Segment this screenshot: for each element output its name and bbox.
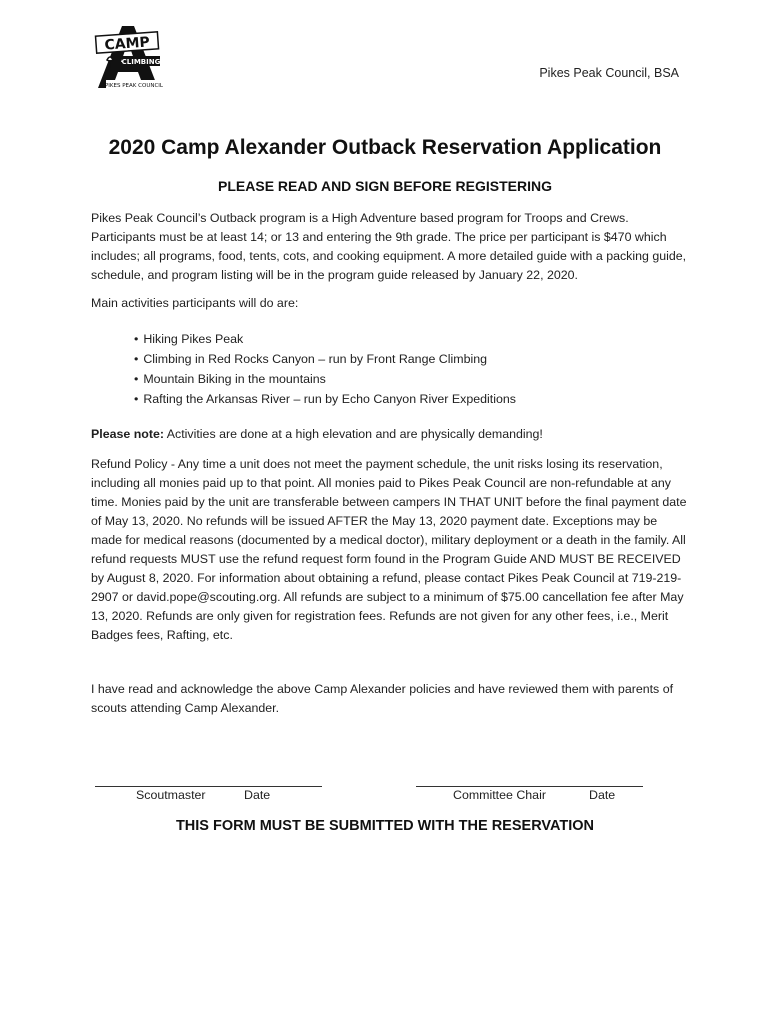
scoutmaster-label: Scoutmaster bbox=[136, 788, 206, 802]
logo-camp-text: CAMP bbox=[103, 34, 151, 54]
list-item: • Hiking Pikes Peak bbox=[134, 329, 516, 349]
list-item: • Rafting the Arkansas River – run by Echo Canyon River Expeditions bbox=[134, 389, 516, 409]
note-label: Please note: bbox=[91, 427, 164, 441]
camp-alexander-logo bbox=[92, 20, 164, 92]
list-item: • Mountain Biking in the mountains bbox=[134, 369, 516, 389]
committee-chair-signature-line[interactable] bbox=[416, 786, 643, 787]
acknowledgement-paragraph: I have read and acknowledge the above Camp Alexander policies and have reviewed them with parents of scouts attending Camp Alexander. bbox=[91, 682, 674, 715]
submission-notice: THIS FORM MUST BE SUBMITTED WITH THE RESERVATION bbox=[175, 818, 595, 834]
activities-lead: Main activities participants will do are: bbox=[91, 296, 299, 310]
scoutmaster-date-label: Date bbox=[244, 788, 271, 802]
page-subtitle: PLEASE READ AND SIGN BEFORE REGISTERING bbox=[218, 178, 552, 194]
logo-graphic bbox=[92, 20, 164, 92]
committee-chair-date-label: Date bbox=[589, 788, 616, 802]
intro-paragraph: Pikes Peak Council’s Outback program is a High Adventure based program for Troops and Crews. Participants must be at least 14; or 13 and entering the 9th grade. The price per participant is $470 which includes; all programs, food, tents, cots, and cooking equipment. A more detailed guide with a packing guide, schedule, and program listing will be in the program guide released by January 22, 2020. bbox=[91, 211, 687, 282]
committee-chair-label: Committee Chair bbox=[453, 788, 546, 802]
refund-policy-paragraph: Refund Policy - Any time a unit does not meet the payment schedule, the unit risks losing its reservation, including all monies paid up to that point. All monies paid to Pikes Peak Council are non-refundable at any time. Monies paid by the unit are transferable between campers IN THAT UNIT before the final payment date of May 13, 2020. No refunds will be issued AFTER the May 13, 2020 payment date. Exceptions may be made for medical reasons (documented by a medical doctor), military deployment or a death in the family. All refund requests MUST use the refund request form found in the Program Guide AND MUST BE RECEIVED by August 8, 2020. For information about obtaining a refund, please contact Pikes Peak Council at 719-219-2907 or david.pope@scouting.org. All refunds are subject to a minimum of $75.00 cancellation fee after May 13, 2020. Refunds are only given for registration fees. Refunds are not given for any other fees, i.e., Merit Badges fees, Rafting, etc. bbox=[91, 457, 687, 642]
list-item: • Climbing in Red Rocks Canyon – run by Front Range Climbing bbox=[134, 349, 516, 369]
scoutmaster-signature-line[interactable] bbox=[95, 786, 322, 787]
council-name: Pikes Peak Council, BSA bbox=[539, 66, 679, 80]
logo-council-text: PIKES PEAK COUNCIL bbox=[104, 83, 164, 89]
logo-climbing-text: CLIMBING bbox=[121, 58, 161, 66]
note-paragraph bbox=[91, 425, 691, 444]
activities-list bbox=[134, 329, 516, 409]
note-text: Activities are done at a high elevation and are physically demanding! bbox=[164, 427, 543, 441]
page-title: 2020 Camp Alexander Outback Reservation Application bbox=[108, 136, 662, 159]
